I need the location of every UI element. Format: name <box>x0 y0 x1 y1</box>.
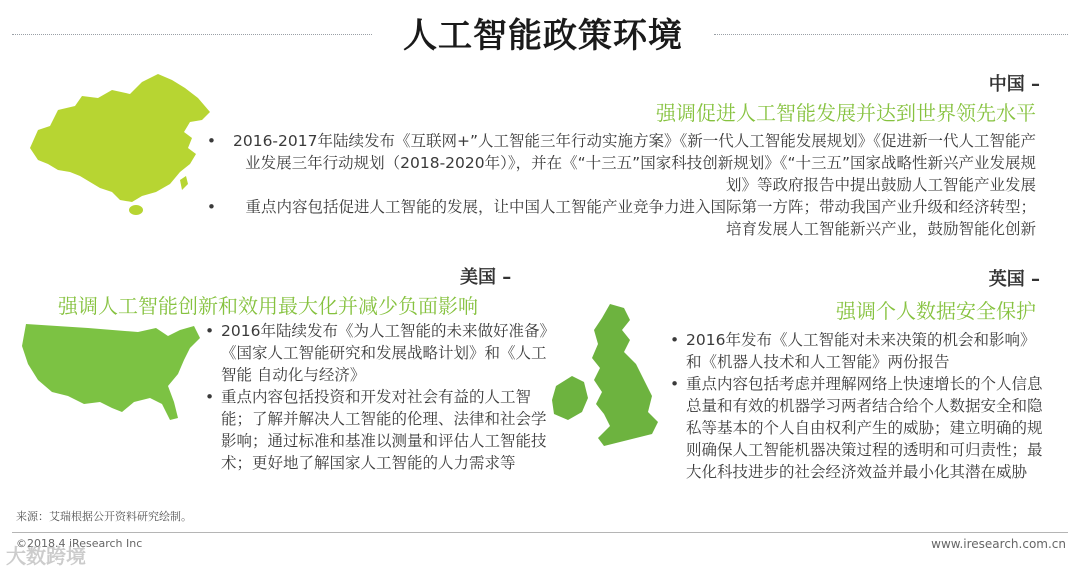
list-item: • 2016-2017年陆续发布《互联网+”人工智能三年行动实施方案》《新一代人工智能发展规划》《促进新一代人工智能产业发展三年行动规划（2018-2020年）》，并在《“十三五”国家科技创新规划》《“十三五”国家战略性新兴产业发展规划》等政府报告中提出鼓励人工智能产业发展 <box>216 130 1036 196</box>
list-item: • 重点内容包括促进人工智能的发展，让中国人工智能产业竞争力进入国际第一方阵；带动我国产业升级和经济转型；培育发展人工智能新兴产业，鼓励智能化创新 <box>216 196 1036 240</box>
uk-bullets <box>670 329 1048 483</box>
uk-slogan: 强调个人数据安全保护 <box>836 299 1036 323</box>
title-divider-left <box>12 34 372 35</box>
usa-slogan: 强调人工智能创新和效用最大化并减少负面影响 <box>58 294 478 318</box>
list-item: • 重点内容包括投资和开发对社会有益的人工智能；了解并解决人工智能的伦理、法律和社会学影响；通过标准和基准以测量和评估人工智能技术；更好地了解国家人工智能的人力需求等 <box>205 386 550 474</box>
usa-map <box>18 318 204 430</box>
footer-divider <box>12 532 1068 533</box>
usa-bullets <box>205 320 550 474</box>
page-title: 人工智能政策环境 <box>403 16 683 56</box>
title-divider-right <box>714 34 1068 35</box>
title-area <box>0 0 1080 70</box>
list-item: • 2016年陆续发布《为人工智能的未来做好准备》《国家人工智能研究和发展战略计划》和《人工智能 自动化与经济》 <box>205 320 550 386</box>
china-slogan: 强调促进人工智能发展并达到世界领先水平 <box>656 101 1036 125</box>
china-label: 中国 – <box>988 74 1040 95</box>
website-link[interactable]: www.iresearch.com.cn <box>931 537 1066 551</box>
uk-map <box>548 300 668 458</box>
china-map <box>20 68 215 218</box>
copyright: ©2018.4 iResearch Inc <box>16 537 143 550</box>
source-note: 来源：艾瑞根据公开资料研究绘制。 <box>16 510 192 523</box>
uk-label: 英国 – <box>988 269 1040 290</box>
china-bullets <box>216 130 1036 240</box>
usa-label: 美国 – <box>460 267 512 288</box>
watermark: 大数跨境 <box>6 544 86 568</box>
list-item: • 2016年发布《人工智能对未来决策的机会和影响》和《机器人技术和人工智能》两份报告 <box>670 329 1048 373</box>
list-item: • 重点内容包括考虑并理解网络上快速增长的个人信息总量和有效的机器学习两者结合给个人数据安全和隐私等基本的个人自由权利产生的威胁；建立明确的规则确保人工智能机器决策过程的透明和可归责性；最大化科技进步的社会经济效益并最小化其潜在威胁 <box>670 373 1048 483</box>
